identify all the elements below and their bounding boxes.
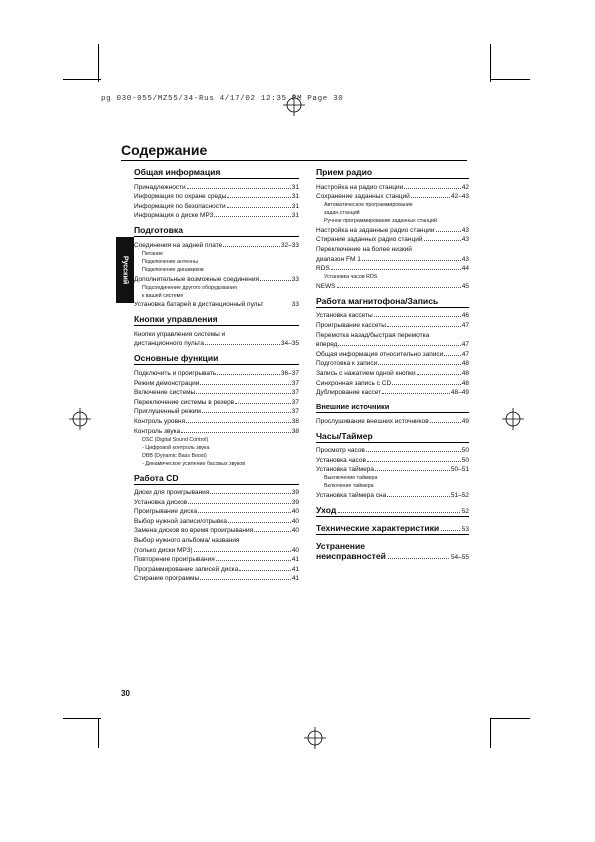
toc-entry[interactable] xyxy=(316,464,469,474)
dot-leader xyxy=(223,246,280,247)
toc-left-column xyxy=(134,167,299,582)
crop-mark xyxy=(98,44,99,82)
page-title: Содержание xyxy=(121,142,208,158)
toc-entry-page: 41 xyxy=(291,565,299,573)
toc-entry-title: Подключить и проигрывать xyxy=(134,369,217,377)
toc-entry-page: 41 xyxy=(291,556,299,564)
dot-leader xyxy=(375,470,450,471)
toc-entry-title: Просмотр часов xyxy=(316,447,365,455)
dot-leader xyxy=(387,326,461,327)
toc-entry[interactable] xyxy=(316,310,469,320)
toc-entry-title: Информация по безопасности xyxy=(134,202,226,210)
toc-entry-title: Контроль звука xyxy=(134,427,181,435)
toc-entry-line: Кнопки управления системы и xyxy=(134,330,226,338)
dot-leader xyxy=(228,522,291,523)
section-page: 52 xyxy=(461,508,469,516)
toc-entry-title: Запись с нажатием одной кнопки xyxy=(316,369,416,377)
toc-subentry: Подключение антенны xyxy=(142,258,198,265)
toc-entry-title: Общая информация относительно записи xyxy=(316,350,444,358)
toc-entry[interactable] xyxy=(134,338,299,348)
toc-entry-page: 41 xyxy=(291,575,299,583)
toc-entry-page: 37 xyxy=(291,379,299,387)
toc-entry-page: 43 xyxy=(461,236,469,244)
toc-entry-title: Стирание программы xyxy=(134,575,200,583)
toc-entry-page: 45 xyxy=(461,282,469,290)
toc-entry-page: 48–49 xyxy=(450,389,469,397)
toc-entry[interactable] xyxy=(316,339,469,349)
registration-mark-icon xyxy=(304,727,326,749)
toc-entry[interactable] xyxy=(316,489,469,499)
dot-leader xyxy=(430,422,461,423)
toc-entry-page: 50 xyxy=(461,447,469,455)
section-title: неисправностей xyxy=(316,551,386,562)
toc-subentry: Выключение таймера xyxy=(324,475,378,482)
toc-entry-page: 44 xyxy=(461,265,469,273)
toc-entry[interactable] xyxy=(316,280,469,290)
toc-subentry: - Цифровой контроль звука xyxy=(142,444,210,451)
crop-mark xyxy=(63,718,101,719)
dot-leader xyxy=(254,531,291,532)
toc-entry-page: 36–37 xyxy=(280,369,299,377)
toc-section-heading xyxy=(316,431,469,443)
toc-entry-page: 40 xyxy=(291,508,299,516)
toc-entry[interactable] xyxy=(316,319,469,329)
toc-entry-line: Выбор нужного альбома/ названия xyxy=(134,537,240,545)
toc-entry[interactable] xyxy=(134,181,299,191)
toc-entry-page: 51–52 xyxy=(450,492,469,500)
toc-entry-title: RDS xyxy=(316,265,330,273)
toc-entry-page: 42 xyxy=(461,183,469,191)
toc-entry[interactable] xyxy=(134,191,299,201)
dot-leader xyxy=(239,570,291,571)
section-title: Прием радио xyxy=(316,167,373,177)
toc-entry-page: 37 xyxy=(291,389,299,397)
dot-leader xyxy=(202,412,291,413)
dot-leader xyxy=(362,260,461,261)
dot-leader xyxy=(194,551,291,552)
section-title: Подготовка xyxy=(134,225,183,236)
toc-entry[interactable] xyxy=(316,234,469,244)
toc-entry-page: 50–51 xyxy=(450,466,469,474)
toc-entry-page: 33 xyxy=(291,275,299,283)
toc-entry[interactable] xyxy=(316,224,469,234)
registration-mark-icon xyxy=(502,408,524,430)
dot-leader xyxy=(227,207,291,208)
toc-entry[interactable] xyxy=(134,396,299,406)
crop-mark xyxy=(98,718,99,748)
dot-leader xyxy=(260,280,291,281)
dot-leader xyxy=(205,344,280,345)
toc-entry-title: Повторение проигрывания xyxy=(134,556,215,564)
toc-section-heading xyxy=(134,314,299,326)
dot-leader xyxy=(216,560,291,561)
toc-entry[interactable] xyxy=(316,253,469,263)
toc-entry-title: Выбор нужной записи/отрывка xyxy=(134,517,227,525)
toc-entry-page: 47 xyxy=(461,321,469,329)
dot-leader xyxy=(392,384,461,385)
registration-mark-icon xyxy=(69,408,91,430)
toc-entry-title: Установка таймера сна xyxy=(316,492,387,500)
toc-entry-title: Диски для проигрывания xyxy=(134,489,210,497)
toc-entry-title: Настройка на радио станции xyxy=(316,183,404,191)
toc-entry-title: дистанционного пульта xyxy=(134,340,205,348)
toc-entry[interactable] xyxy=(316,367,469,377)
toc-subentry: - Динамическое усиление басовых звуков xyxy=(142,460,246,467)
section-page: 54–55 xyxy=(450,554,469,562)
toc-entry[interactable] xyxy=(134,506,299,516)
toc-entry[interactable] xyxy=(316,181,469,191)
toc-entry-title: Принадлежности xyxy=(134,183,186,191)
toc-entry-title: диапазон FM 1 xyxy=(316,255,361,263)
dot-leader xyxy=(217,374,280,375)
toc-entry[interactable] xyxy=(134,273,299,283)
toc-entry-title: Информация о диске MP3 xyxy=(134,212,214,220)
toc-section-heading xyxy=(134,353,299,365)
dot-leader xyxy=(424,240,461,241)
toc-entry-page: 34–35 xyxy=(280,340,299,348)
toc-entry-page: 32–33 xyxy=(280,241,299,249)
toc-entry[interactable] xyxy=(134,573,299,583)
dot-leader xyxy=(337,287,461,288)
toc-entry-page: 49 xyxy=(461,417,469,425)
dot-leader xyxy=(198,512,291,513)
toc-entry[interactable] xyxy=(134,487,299,497)
dot-leader xyxy=(374,316,461,317)
section-title: Устранение xyxy=(316,541,366,552)
toc-entry-title: Стирание заданных радио станций xyxy=(316,236,423,244)
crop-mark xyxy=(490,44,491,82)
dot-leader xyxy=(214,216,290,217)
toc-subentry: Подсоединение другого оборудования xyxy=(142,284,237,291)
dot-leader xyxy=(181,432,291,433)
dot-leader xyxy=(417,374,461,375)
toc-entry-title: NEWS xyxy=(316,282,336,290)
toc-entry-page: 40 xyxy=(291,527,299,535)
toc-entry-title: Дублирование кассет xyxy=(316,389,382,397)
toc-entry-page: 48 xyxy=(461,360,469,368)
toc-section-heading xyxy=(134,167,299,179)
dot-leader xyxy=(196,393,291,394)
toc-section-heading xyxy=(316,505,469,517)
toc-entry-page: 47 xyxy=(461,350,469,358)
toc-section-heading xyxy=(316,402,469,413)
language-tab xyxy=(116,237,134,303)
crop-mark xyxy=(63,79,101,80)
toc-subentry: Питание xyxy=(142,250,163,257)
dot-leader xyxy=(366,451,461,452)
dot-leader xyxy=(187,188,291,189)
section-title: Общая информация xyxy=(134,167,221,177)
section-title: Кнопки управления xyxy=(134,314,218,325)
toc-entry-page: 48 xyxy=(461,379,469,387)
toc-entry-title: Сохранение заданных станций xyxy=(316,193,410,201)
toc-entry[interactable] xyxy=(134,554,299,564)
toc-entry-page: 43 xyxy=(461,255,469,263)
dot-leader xyxy=(378,364,460,365)
title-divider xyxy=(121,160,467,161)
toc-section-heading xyxy=(316,523,469,535)
section-title: Работа CD xyxy=(134,472,179,483)
toc-entry[interactable] xyxy=(316,445,469,455)
toc-entry[interactable] xyxy=(316,454,469,464)
section-title: Внешние источники xyxy=(316,402,390,412)
toc-entry-page: 37 xyxy=(291,408,299,416)
crop-mark xyxy=(490,79,530,80)
dot-leader xyxy=(411,197,450,198)
toc-entry[interactable] xyxy=(316,191,469,201)
toc-entry[interactable] xyxy=(134,563,299,573)
toc-entry[interactable] xyxy=(134,544,299,554)
toc-entry-title: Переключение системы в резерв xyxy=(134,398,235,406)
dot-leader xyxy=(235,403,291,404)
toc-entry-title: Замена дисков во время проигрывания xyxy=(134,527,254,535)
dot-leader xyxy=(436,231,461,232)
section-page: 53 xyxy=(461,526,469,534)
toc-subentry: Включение таймера xyxy=(324,483,374,490)
toc-entry-page: 39 xyxy=(291,489,299,497)
dot-leader xyxy=(338,345,460,346)
toc-entry-page: 47 xyxy=(461,341,469,349)
toc-entry-page: 42–43 xyxy=(450,193,469,201)
toc-entry-title: Подготовка к записи xyxy=(316,360,378,368)
toc-section-heading xyxy=(316,296,469,308)
toc-section-heading xyxy=(316,167,469,179)
toc-subentry: задан.станций xyxy=(324,210,360,217)
toc-entry[interactable] xyxy=(316,358,469,368)
toc-entry-page: 38 xyxy=(291,417,299,425)
toc-entry[interactable] xyxy=(134,210,299,220)
section-title: Основные функции xyxy=(134,353,219,364)
toc-entry-title: Установка часов xyxy=(316,456,366,464)
dot-leader xyxy=(200,579,291,580)
toc-entry-page: 46 xyxy=(461,312,469,320)
toc-entry[interactable] xyxy=(134,406,299,416)
toc-entry-title: Информация по охране среды xyxy=(134,193,227,201)
section-title: Уход xyxy=(316,505,337,516)
toc-entry-page: 40 xyxy=(291,546,299,554)
toc-entry-title: Установка таймера xyxy=(316,466,374,474)
toc-entry[interactable] xyxy=(134,525,299,535)
toc-section-heading xyxy=(134,225,299,237)
toc-entry-page: 39 xyxy=(291,498,299,506)
dot-leader xyxy=(404,188,461,189)
dot-leader xyxy=(338,512,459,513)
toc-section-heading xyxy=(316,551,469,562)
toc-entry[interactable] xyxy=(316,415,469,425)
dot-leader xyxy=(441,530,460,531)
print-slug: pg 030-055/MZ55/34-Rus 4/17/02 12:35 PM Page 30 xyxy=(101,95,344,103)
toc-entry[interactable] xyxy=(134,239,299,249)
toc-entry-page: 31 xyxy=(291,202,299,210)
toc-entry[interactable] xyxy=(316,263,469,273)
toc-entry-title: Настройка на заданные радио станции xyxy=(316,226,435,234)
dot-leader xyxy=(387,496,450,497)
section-title: Технические характеристики xyxy=(316,523,440,534)
toc-entry-title: Установка дисков xyxy=(134,498,188,506)
toc-subentry: Автоматическое программирование xyxy=(324,202,413,209)
dot-leader xyxy=(382,393,450,394)
toc-entry[interactable] xyxy=(134,200,299,210)
toc-entry-title: Установка батарей в дистанционный пульт xyxy=(134,301,264,309)
dot-leader xyxy=(367,461,461,462)
crop-mark xyxy=(490,718,491,748)
toc-entry[interactable] xyxy=(134,299,299,309)
dot-leader xyxy=(200,384,290,385)
toc-section-heading xyxy=(316,541,469,551)
toc-entry-title: Приглушенный режим xyxy=(134,408,201,416)
toc-entry[interactable] xyxy=(316,387,469,397)
dot-leader xyxy=(388,558,449,559)
toc-entry-page: 48 xyxy=(461,369,469,377)
toc-entry-title: Проигрывание диска xyxy=(134,508,198,516)
dot-leader xyxy=(188,503,291,504)
toc-entry-page: 40 xyxy=(291,517,299,525)
toc-entry-page: 37 xyxy=(291,398,299,406)
toc-section-heading xyxy=(134,473,299,485)
toc-entry[interactable] xyxy=(134,425,299,435)
toc-entry-title: Прослушивание внешних источников xyxy=(316,417,429,425)
toc-entry-title: Проигрывание кассеты xyxy=(316,321,386,329)
toc-entry-page: 31 xyxy=(291,212,299,220)
toc-entry[interactable] xyxy=(316,348,469,358)
toc-entry[interactable] xyxy=(316,377,469,387)
toc-entry[interactable] xyxy=(134,496,299,506)
dot-leader xyxy=(186,422,291,423)
toc-entry[interactable] xyxy=(134,515,299,525)
toc-entry[interactable] xyxy=(134,367,299,377)
toc-entry-page: 38 xyxy=(291,427,299,435)
dot-leader xyxy=(227,197,290,198)
toc-entry-page: 31 xyxy=(291,193,299,201)
toc-entry-title: вперед xyxy=(316,341,338,349)
dot-leader xyxy=(210,493,291,494)
toc-entry-title: Синхронная запись с CD xyxy=(316,379,392,387)
section-title: Работа магнитофона/Запись xyxy=(316,295,439,306)
toc-entry-title: (только диски MP3) xyxy=(134,546,193,554)
language-tab-label: Русский xyxy=(121,255,129,285)
toc-subentry: Установка часов RDS xyxy=(324,274,378,281)
toc-entry-title: Дополнительные возможные соединения xyxy=(134,275,259,283)
toc-subentry: Ручное программирование заданных станций xyxy=(324,218,437,225)
toc-entry-title: Соединения на задней плате xyxy=(134,241,223,249)
toc-entry-line: Перемотка назад/быстрая перемотка xyxy=(316,331,430,339)
page-number: 30 xyxy=(121,689,130,698)
toc-right-column xyxy=(316,167,469,564)
toc-entry-title: Программирование записей диска xyxy=(134,565,239,573)
toc-entry-title: Режим демонстрации xyxy=(134,379,200,387)
toc-entry-page: 33 xyxy=(291,301,299,309)
dot-leader xyxy=(331,269,461,270)
toc-entry-page: 43 xyxy=(461,226,469,234)
toc-entry-title: Включение системы xyxy=(134,389,196,397)
crop-mark xyxy=(490,718,530,719)
toc-entry-page: 31 xyxy=(291,183,299,191)
toc-entry-page: 50 xyxy=(461,456,469,464)
toc-entry[interactable] xyxy=(134,377,299,387)
toc-entry[interactable] xyxy=(134,415,299,425)
toc-subentry: DSC (Digital Sound Control) xyxy=(142,436,209,443)
toc-entry[interactable] xyxy=(134,387,299,397)
toc-entry-title: Контроль уровня xyxy=(134,417,186,425)
toc-entry-title: Установка кассеты xyxy=(316,312,373,320)
section-title: Часы/Таймер xyxy=(316,430,373,441)
dot-leader xyxy=(444,355,460,356)
toc-subentry: DBB (Dynamic Bass Boost) xyxy=(142,452,207,459)
toc-subentry: Подключение динамиков xyxy=(142,266,204,273)
toc-entry-line: Переключение на более низкий xyxy=(316,245,412,253)
toc-subentry: к вашей системе xyxy=(142,292,184,299)
